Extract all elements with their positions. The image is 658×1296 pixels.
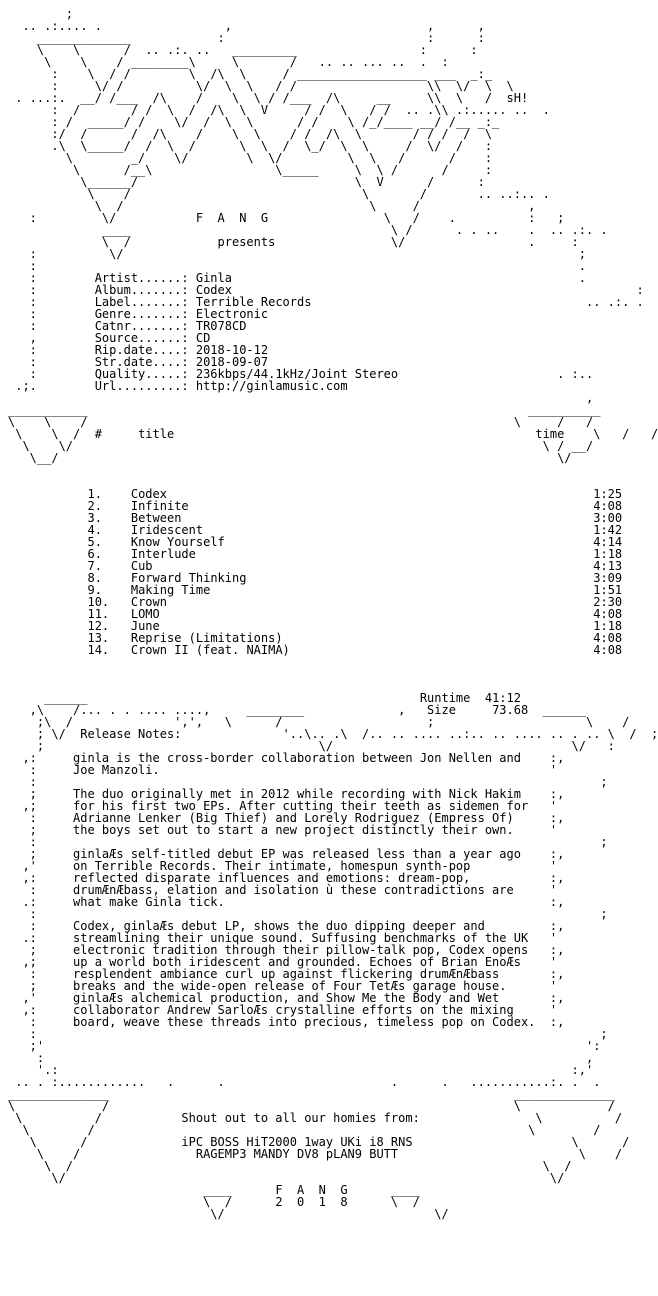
track-time: 4:08	[586, 643, 623, 657]
track-title: Cub	[130, 559, 153, 573]
group-name: F A N G	[195, 211, 269, 225]
col-header-no: #	[94, 427, 102, 441]
track-number: 2.	[87, 499, 131, 513]
signature-year: 2 0 1 8	[275, 1195, 348, 1209]
notes-line: up a world both iridescent and grounded. Echoes of Brian EnoÆs	[73, 955, 521, 969]
release-catnr: TR078CD	[195, 319, 247, 333]
track-number: 5.	[87, 535, 131, 549]
notes-line: ginlaÆs alchemical production, and Show Me the Body and Wet	[73, 991, 500, 1005]
notes-line: ginla is the cross-border collaboration between Jon Nellen and	[73, 751, 521, 765]
track-time: 4:08	[586, 607, 623, 621]
notes-line: breaks and the wide-open release of Four TetÆs garage house.	[73, 979, 507, 993]
tag-text: sH!	[506, 91, 529, 105]
release-artist: Ginla	[195, 271, 232, 285]
track-time: 4:08	[586, 499, 623, 513]
release-rip-date: 2018-10-12	[195, 343, 269, 357]
track-time: 1:18	[586, 619, 623, 633]
notes-line: the boys set out to start a new project distinctly their own.	[73, 823, 514, 837]
groups-line-2: RAGEMP3 MANDY DV8 pLAN9 BUTT	[195, 1147, 399, 1161]
track-time: 3:09	[586, 571, 623, 585]
release-url: http://ginlamusic.com	[195, 379, 348, 393]
track-title: LOMO	[130, 607, 160, 621]
track-number: 4.	[87, 523, 131, 537]
col-header-title: title	[138, 427, 175, 441]
groups-line-1: iPC BOSS HiT2000 1way UKi i8 RNS	[181, 1135, 413, 1149]
track-number: 12.	[87, 619, 131, 633]
track-title: Infinite	[130, 499, 189, 513]
notes-line: for his first two EPs. After cutting their teeth as sidemen for	[73, 799, 529, 813]
track-number: 13.	[87, 631, 131, 645]
nfo-document: ; .. .:.... . , , , _____________ : : : \ \ / .. .:. .. _________ : : \ \ / ________\ \ / .. .. ... .. . : : \ / / \ /\ \ / __________________ ___ _:_ : \/ / \/ \ \ / / \\ \/ \ \ . ...:. __/ /___ /\ / \ \ / /___ /\ __ \\ \ / sH! : / / / \ / /\ \ V / / \ / / .. .\\ .:..... .. . : / _____/ / \/ / \ \ / / \ /_/____ __/ /__ _:_ :/ / / /\ / \ \ / / /\ \ / / / / \ .\ \_____/ / \ / \ \ / \_/ \ \ / \/ / : \ _/ \/ \ \/ \ \ / / : \ /__\ \_____ \ \ / / : \______/ \ V / : \ / \ / .. ..:.. . \ / \ / , : \/ F A N G \ / . : ; ____ \ / . . .. . .. .:. . \ / presents \/ . : : \/ ; : . : Artist......: Ginla . : Album.......: Codex : : Label.......: Terrible Records .. .:. . : Genre.......: Electronic : Catnr.......: TR078CD , Source......: CD : Rip.date....: 2018-10-12 : Str.date....: 2018-09-07 : Quality.....: 236kbps/44.1kHz/Joint Stereo . :.. .;. Url.........: http://ginlamusic.com , ___________ __________ \ \ / \ / / \ \ / # title time \ / / \ \/ \ / __/ \__/ \/ 1. Codex 1:25 2. Infinite 4:08 3. Between 3:00 4. Iridescent 1:42 5. Know Yourself 4:14 6. Interlude 1:18 7. Cub 4:13 8. Forward Thinking 3:09 9. Making Time 1:51 10. Crown 2:30 11. LOMO 4:08 12. June 1:18 13. Reprise (Limitations) 4:08 14. Crown II (feat. NAIMA) 4:08 ______ Runtime 41:12 ,\ /... . . .... ...., ________ , Size 73.68 ______ ;\ / ',', \ / ; \ / ; \/ Release Notes: '..\.. .\ /.. .. .... ..:.. .. .... .. . .. \ / ; ; \/ \/ : ,: ginla is the cross-border collaboration between Jon Nellen and :, : Joe Manzoli. ' : ; ; The duo originally met in 2012 while recording with Nick Hakim :, ,; for his first two EPs. After cutting their teeth as sidemen for ' : Adrianne Lenker (Big Thief) and Lorely Rodriguez (Empress Of) :, ; the boys set out to start a new project distinctly their own. ' : ; ; ginlaÆs self-titled debut EP was released less than a year ago :, ,' on Terrible Records. Their intimate, homespun synth-pop ' ,: reflected disparate influences and emotions: dream-pop, :, : drumÆnÆbass, elation and isolation ù these contradictions are ' .: what make Ginla tick. :, : ; : Codex, ginlaÆs debut LP, shows the duo dipping deeper and :, .: streamlining their unique sound. Suffusing benchmarks of the UK ' ; electronic tradition through their pillow-talk pop, Codex opens :, ,; up a world both iridescent and grounded. Echoes of Brian EnoÆs ' : resplendent ambiance curl up against flickering drumÆnÆbass :, ; breaks and the wide-open release of Four TetÆs garage house. ' ,' ginlaÆs alchemical production, and Show Me the Body and Wet :, ,: collaborator Andrew SarloÆs crystalline efforts on the mixing ' : board, weave these threads into precious, timeless pop on Codex. :, : ; ;' ': : , '.: :,' .. . :............ . . . . ...........:. . . ______________ ______________ \ / \ / \ / Shout out to all our homies from: \ / \ / \ / \ / iPC BOSS HiT2000 1way UKi i8 RNS \ / \ / RAGEMP3 MANDY DV8 pLAN9 BUTT \ / \ / \ / \/ \/ ____ F A N G ____ \ / 2 0 1 8 \ / \/ \/	[8, 7, 658, 1221]
release-label: Terrible Records	[195, 295, 312, 309]
release-album: Codex	[195, 283, 232, 297]
track-time: 1:18	[586, 547, 623, 561]
notes-line: Codex, ginlaÆs debut LP, shows the duo dipping deeper and	[73, 919, 485, 933]
track-time: 4:08	[586, 631, 623, 645]
notes-line: electronic tradition through their pillow-talk pop, Codex opens	[73, 943, 529, 957]
track-title: Crown II (feat. NAIMA)	[130, 643, 290, 657]
track-title: Iridescent	[130, 523, 204, 537]
track-title: Codex	[130, 487, 167, 501]
track-title: Forward Thinking	[130, 571, 247, 585]
size-label: Size	[427, 703, 493, 717]
track-time: 1:25	[586, 487, 623, 501]
track-number: 6.	[87, 547, 131, 561]
notes-line: Joe Manzoli.	[73, 763, 160, 777]
track-time: 4:14	[586, 535, 623, 549]
track-time: 1:42	[586, 523, 623, 537]
track-time: 2:30	[586, 595, 623, 609]
release-str-date: 2018-09-07	[195, 355, 269, 369]
track-title: Interlude	[130, 547, 196, 561]
track-number: 9.	[87, 583, 131, 597]
track-number: 11.	[87, 607, 131, 621]
track-time: 4:13	[586, 559, 623, 573]
track-title: Between	[130, 511, 182, 525]
signature-name: F A N G	[275, 1183, 348, 1197]
track-title: Crown	[130, 595, 167, 609]
notes-line: The duo originally met in 2012 while recording with Nick Hakim	[73, 787, 521, 801]
notes-heading: Release Notes:	[80, 727, 182, 741]
notes-line: drumÆnÆbass, elation and isolation ù these contradictions are	[73, 883, 514, 897]
track-title: Know Yourself	[130, 535, 225, 549]
track-number: 1.	[87, 487, 131, 501]
track-number: 7.	[87, 559, 131, 573]
notes-line: collaborator Andrew SarloÆs crystalline efforts on the mixing	[73, 1003, 514, 1017]
size-value: 73.68	[492, 703, 529, 717]
notes-line: streamlining their unique sound. Suffusing benchmarks of the UK	[73, 931, 529, 945]
col-header-time: time	[535, 427, 565, 441]
notes-line: Adrianne Lenker (Big Thief) and Lorely Rodriguez (Empress Of)	[73, 811, 514, 825]
track-number: 10.	[87, 595, 131, 609]
release-quality: 236kbps/44.1kHz/Joint Stereo	[195, 367, 399, 381]
track-title: June	[130, 619, 160, 633]
release-source: CD	[195, 331, 211, 345]
notes-line: ginlaÆs self-titled debut EP was released less than a year ago	[73, 847, 521, 861]
notes-line: what make Ginla tick.	[73, 895, 225, 909]
shoutout-text: Shout out to all our homies from:	[181, 1111, 420, 1125]
track-title: Making Time	[130, 583, 211, 597]
track-number: 3.	[87, 511, 131, 525]
runtime-label: Runtime	[419, 691, 471, 705]
track-time: 1:51	[586, 583, 623, 597]
track-number: 8.	[87, 571, 131, 585]
notes-line: resplendent ambiance curl up against flickering drumÆnÆbass	[73, 967, 500, 981]
notes-line: on Terrible Records. Their intimate, homespun synth-pop	[73, 859, 471, 873]
notes-line: reflected disparate influences and emotions: dream-pop,	[73, 871, 471, 885]
presents-text: presents	[217, 235, 276, 249]
release-genre: Electronic	[195, 307, 269, 321]
track-title: Reprise (Limitations)	[130, 631, 283, 645]
track-number: 14.	[87, 643, 131, 657]
runtime-value: 41:12	[484, 691, 521, 705]
track-time: 3:00	[586, 511, 623, 525]
notes-line: board, weave these threads into precious, timeless pop on Codex.	[73, 1015, 536, 1029]
